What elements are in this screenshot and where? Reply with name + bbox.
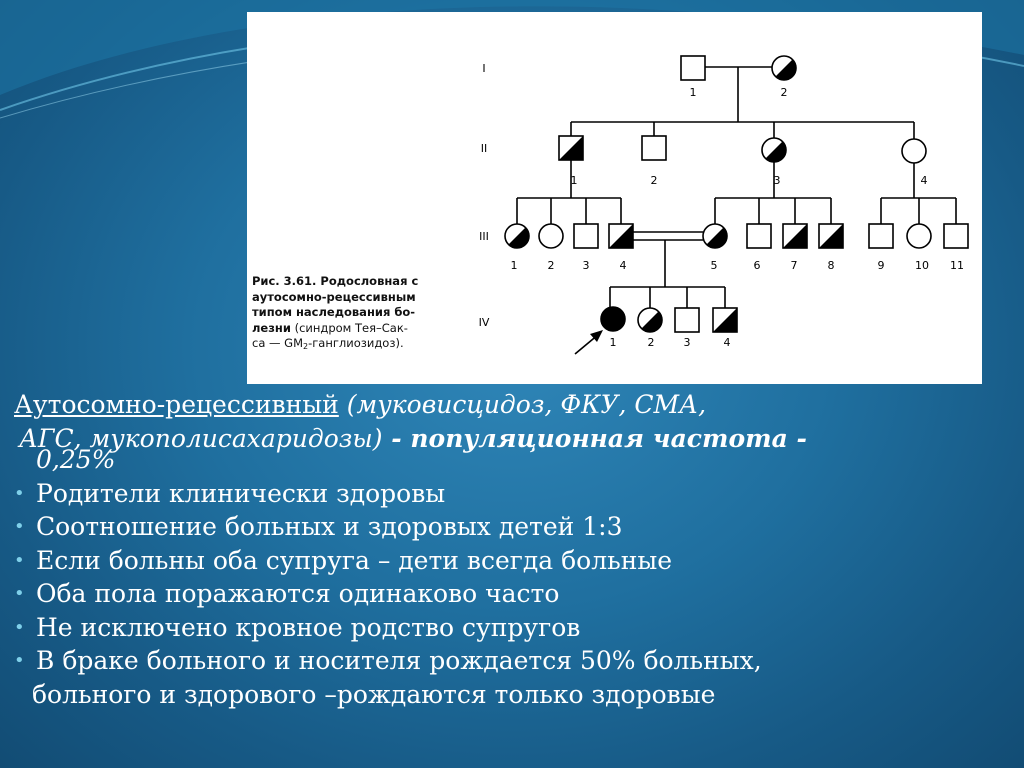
svg-text:5: 5 [710, 259, 718, 272]
svg-text:3: 3 [773, 174, 781, 187]
list-item: • Если больны оба супруга – дети всегда больные [14, 545, 673, 575]
gen-label-II: II [480, 142, 488, 155]
svg-text:1: 1 [510, 259, 518, 272]
svg-text:6: 6 [753, 259, 761, 272]
list-item: • В браке больного и носителя рождается 50% больных, [14, 646, 762, 675]
bullet-continuation: больного и здорового –рождаются только здоровые [32, 679, 716, 709]
svg-text:1: 1 [609, 336, 617, 349]
heading [14, 388, 1014, 422]
list-item: • Соотношение больных и здоровых детей 1:3 [14, 512, 623, 541]
heading-examples: (муковисцидоз, ФКУ, СМА, [338, 390, 707, 419]
svg-text:2: 2 [650, 174, 658, 187]
gen-label-I: I [482, 62, 486, 75]
svg-text:4: 4 [619, 259, 627, 272]
gen-label-IV: IV [478, 316, 490, 329]
svg-text:3: 3 [683, 336, 691, 349]
svg-text:7: 7 [790, 259, 798, 272]
population-frequency-label: - популяционная частота - [382, 423, 807, 453]
list-item: • Оба пола поражаются одинаково часто [14, 579, 560, 608]
slide-text [14, 388, 1014, 711]
svg-text:2: 2 [780, 86, 788, 99]
svg-text:1: 1 [689, 86, 697, 99]
svg-text:8: 8 [827, 259, 835, 272]
svg-text:2: 2 [647, 336, 655, 349]
list-item: • Родители клинически здоровы [14, 478, 446, 508]
population-frequency-value: 0,25% [36, 445, 116, 474]
svg-text:11: 11 [950, 259, 964, 272]
svg-text:3: 3 [582, 259, 590, 272]
svg-text:9: 9 [877, 259, 885, 272]
svg-text:2: 2 [547, 259, 555, 272]
svg-text:1: 1 [570, 174, 578, 187]
svg-text:4: 4 [723, 336, 731, 349]
heading-title: Аутосомно-рецессивный [14, 390, 339, 419]
list-item: • Не исключено кровное родство супругов [14, 612, 581, 642]
heading-line2: АГС, мукополисахаридозы) - популяционная частота - [19, 423, 807, 453]
figure-caption: Рис. 3.61. Родословная с аутосомно-рецессивным типом наследования бо- лезни (синдром Тея–Сак- са — $GM_2-ганглиозидоз$). [252, 274, 419, 351]
pedigree-figure [247, 12, 982, 384]
svg-text:10: 10 [915, 259, 929, 272]
svg-text:4: 4 [920, 174, 928, 187]
gen-label-III: III [479, 230, 489, 243]
bullet-list [14, 477, 1014, 678]
